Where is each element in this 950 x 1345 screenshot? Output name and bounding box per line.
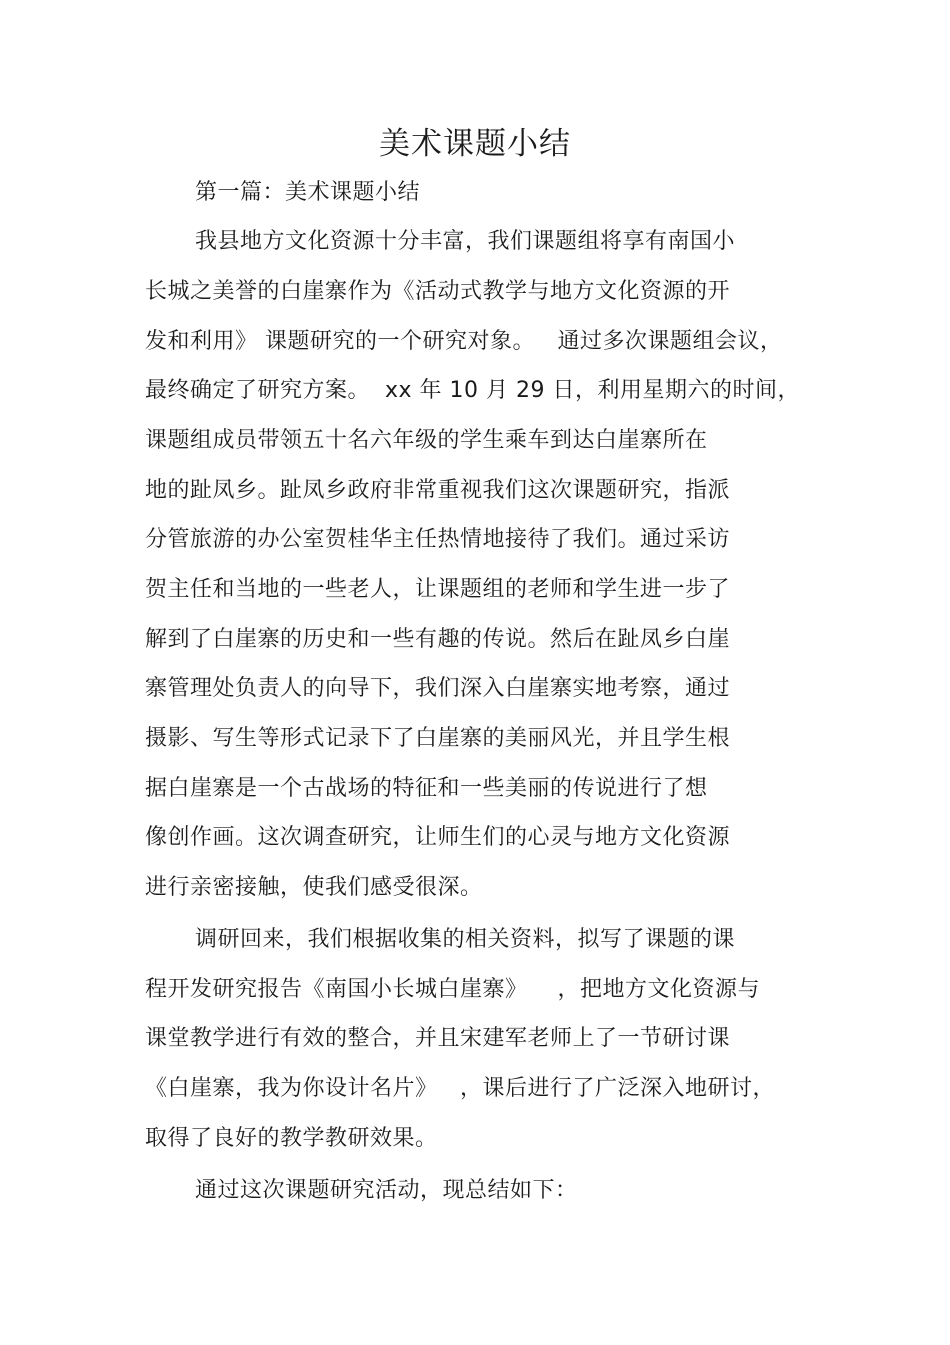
paragraph-line: 长城之美誉的白崖寨作为《活动式教学与地方文化资源的开 — [145, 279, 731, 304]
paragraph-line: 贺主任和当地的一些老人，让课题组的老师和学生进一步了 — [145, 577, 731, 602]
paragraph-line: 像创作画。这次调查研究，让师生们的心灵与地方文化资源 — [145, 825, 731, 850]
paragraph-line: 摄影、写生等形式记录下了白崖寨的美丽风光，并且学生根 — [145, 726, 731, 751]
paragraph-line: 我县地方文化资源十分丰富，我们课题组将享有南国小 — [195, 229, 736, 254]
paragraph-line: 据白崖寨是一个古战场的特征和一些美丽的传说进行了想 — [145, 776, 708, 801]
paragraph-line: 通过这次课题研究活动，现总结如下： — [195, 1178, 578, 1203]
paragraph-line: 解到了白崖寨的历史和一些有趣的传说。然后在趾凤乡白崖 — [145, 627, 731, 652]
paragraph-line: 进行亲密接触，使我们感受很深。 — [145, 875, 483, 900]
paragraph-line: 寨管理处负责人的向导下，我们深入白崖寨实地考察，通过 — [145, 676, 731, 701]
paragraph-line: 课堂教学进行有效的整合，并且宋建军老师上了一节研讨课 — [145, 1026, 731, 1051]
paragraph-line: 最终确定了研究方案。 xx 年 10 月 29 日，利用星期六的时间， — [145, 378, 800, 403]
paragraph-line: 取得了良好的教学教研效果。 — [145, 1126, 438, 1151]
paragraph-line: 分管旅游的办公室贺桂华主任热情地接待了我们。通过采访 — [145, 527, 731, 552]
paragraph-line: 课题组成员带领五十名六年级的学生乘车到达白崖寨所在 — [145, 428, 708, 453]
document-title: 美术课题小结 — [379, 126, 571, 162]
paragraph-line: 《白崖寨，我为你设计名片》 ，课后进行了广泛深入地研讨， — [145, 1076, 775, 1101]
document-subtitle: 第一篇：美术课题小结 — [195, 180, 421, 205]
paragraph-line: 程开发研究报告《南国小长城白崖寨》 ，把地方文化资源与 — [145, 977, 760, 1002]
paragraph-line: 发和利用》 课题研究的一个研究对象。 通过多次课题组会议， — [145, 329, 783, 354]
paragraph-line: 地的趾凤乡。趾凤乡政府非常重视我们这次课题研究，指派 — [145, 478, 731, 503]
paragraph-line: 调研回来，我们根据收集的相关资料，拟写了课题的课 — [195, 927, 736, 952]
